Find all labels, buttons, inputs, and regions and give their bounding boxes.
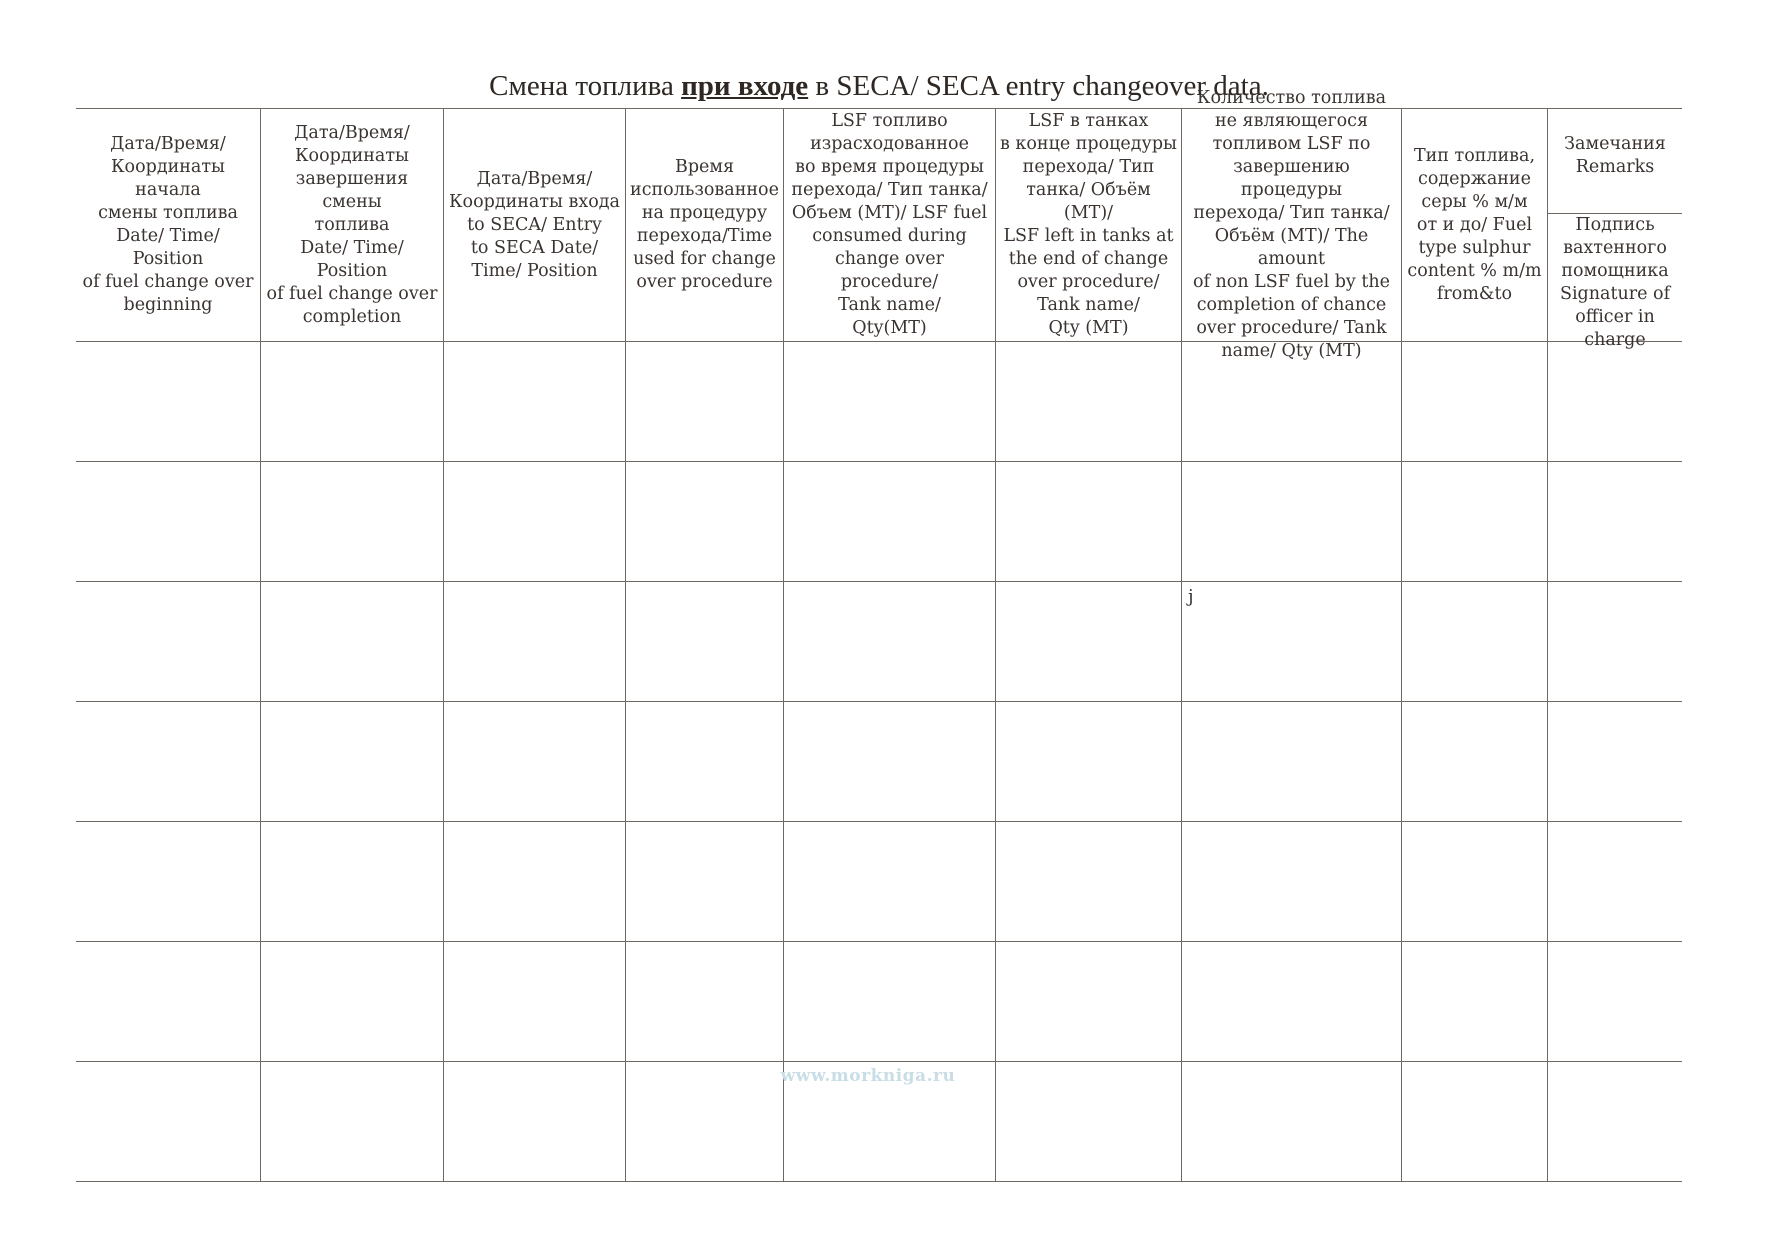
table-cell[interactable] [626,702,784,822]
header-remarks-signature [1548,109,1682,350]
table-cell[interactable] [1182,822,1402,942]
table-cell[interactable] [626,462,784,582]
table-cell[interactable] [76,462,261,582]
page-title [76,70,1682,103]
table-cell[interactable] [261,1062,444,1182]
table-cell[interactable] [784,942,996,1062]
table-cell[interactable] [261,822,444,942]
table-cell[interactable] [76,582,261,702]
table-cell[interactable] [784,582,996,702]
table-cell[interactable] [76,1062,261,1182]
table-cell[interactable] [626,822,784,942]
table-cell[interactable] [996,822,1182,942]
table-cell[interactable] [261,342,444,462]
changeover-table [76,88,1682,1182]
table-cell[interactable] [261,582,444,702]
table-cell[interactable] [1548,342,1682,462]
table-cell[interactable] [1182,702,1402,822]
table-cell[interactable] [996,942,1182,1062]
table-cell[interactable] [1182,1062,1402,1182]
table-cell[interactable] [261,462,444,582]
header-signature: Подпись вахтенного помощника Signature of officer in charge [1559,214,1671,350]
table-cell[interactable] [1402,1062,1548,1182]
header-lsf-left: LSF в танках в конце процедуры перехода/ Тип танка/ Объём (МТ)/ LSF left in tanks at the end of change over procedure/ Tank name/ Qty (MT) [996,109,1182,342]
table-cell[interactable] [444,942,626,1062]
table-cell[interactable] [1548,942,1682,1062]
table-cell[interactable] [1182,582,1402,702]
table-cell[interactable] [444,342,626,462]
watermark: www.morkniga.ru [780,1066,956,1086]
header-time-used: Время использованное на процедуру перехода/Time used for change over procedure [626,109,784,342]
title-suffix: в SECA/ SECA entry changeover data. [808,70,1269,102]
table-cell[interactable] [784,462,996,582]
table-cell[interactable] [76,702,261,822]
table-cell[interactable] [76,942,261,1062]
table-cell[interactable] [1182,942,1402,1062]
table-cell[interactable] [1548,582,1682,702]
title-emphasis: при входе [681,70,809,102]
table-cell[interactable] [1548,1062,1682,1182]
table-cell[interactable] [444,822,626,942]
title-prefix: Смена топлива [489,70,682,102]
table-cell[interactable] [76,342,261,462]
table-cell[interactable] [784,822,996,942]
table-cell[interactable] [996,462,1182,582]
table-cell[interactable] [261,702,444,822]
table-cell[interactable] [996,342,1182,462]
table-cell[interactable] [1402,822,1548,942]
table-cell[interactable] [444,462,626,582]
table-cell[interactable] [996,582,1182,702]
header-fuel-type-sulphur: Тип топлива, содержание серы % м/м от и до/ Fuel type sulphur content % m/m from&to [1402,109,1548,342]
table-cell[interactable] [626,942,784,1062]
table-cell[interactable] [1402,942,1548,1062]
table-cell[interactable] [1402,582,1548,702]
table-cell[interactable] [444,582,626,702]
table-cell[interactable] [1548,822,1682,942]
table-cell[interactable] [996,702,1182,822]
header-non-lsf-amount: Количество топлива не являющегося топливом LSF по завершению процедуры перехода/ Тип танка/ Объём (МТ)/ The amount of non LSF fuel by the completion of chance over procedure/ Tank name/ Qty (MT) [1182,109,1402,342]
table-cell[interactable] [1548,462,1682,582]
header-start-datetime: Дата/Время/ Координаты начала смены топлива Date/ Time/ Position of fuel change over beginning [76,109,261,342]
stray-mark: j [1188,586,1194,607]
table-cell[interactable] [784,342,996,462]
header-completion-datetime: Дата/Время/ Координаты завершения смены топлива Date/ Time/ Position of fuel change over completion [261,109,444,342]
header-seca-entry-datetime: Дата/Время/ Координаты входа to SECA/ Entry to SECA Date/ Time/ Position [444,109,626,342]
table-cell[interactable] [784,702,996,822]
table-cell[interactable] [626,582,784,702]
table-cell[interactable] [76,822,261,942]
table-cell[interactable] [1402,462,1548,582]
header-remarks: Замечания Remarks [1548,99,1682,214]
table-cell[interactable] [1402,702,1548,822]
table-cell[interactable] [626,342,784,462]
table-cell[interactable] [261,942,444,1062]
table-cell[interactable] [1182,342,1402,462]
table-cell[interactable] [1402,342,1548,462]
table-cell[interactable] [444,702,626,822]
table-cell[interactable] [1548,702,1682,822]
table-cell[interactable] [444,1062,626,1182]
table-cell[interactable] [1182,462,1402,582]
header-lsf-consumed: LSF топливо израсходованное во время процедуры перехода/ Тип танка/ Объем (МТ)/ LSF fuel consumed during change over procedure/ Tank name/ Qty(MT) [784,109,996,342]
